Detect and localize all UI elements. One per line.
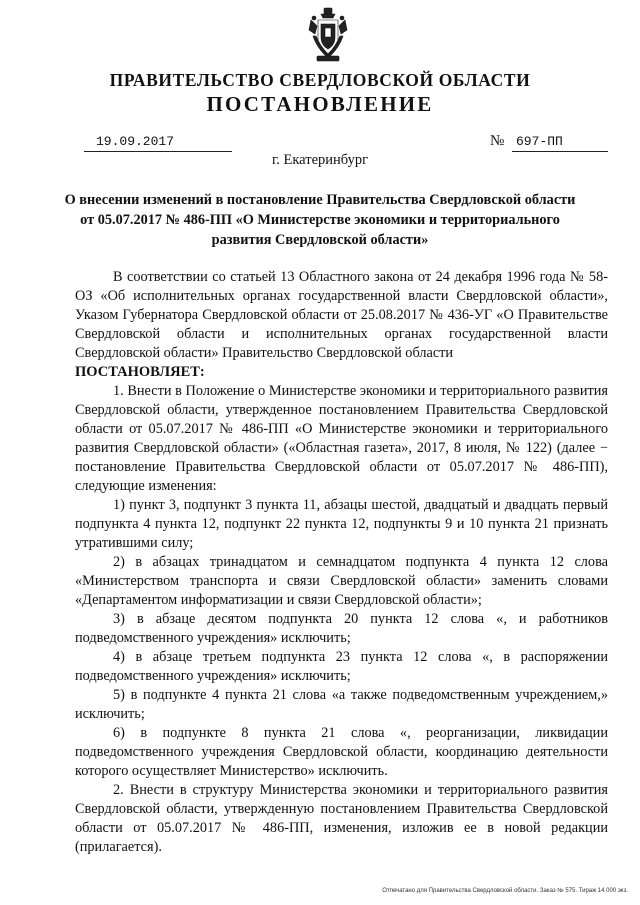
subparagraph-3: 3) в абзаце десятом подпункта 20 пункта 12 слова «, и работников подведомственного учреждения» исключить;: [75, 611, 608, 646]
document-type-title: ПОСТАНОВЛЕНИЕ: [206, 92, 434, 116]
city: г. Екатеринбург: [271, 152, 369, 168]
coat-of-arms-icon: [303, 6, 353, 66]
number-sign: №: [490, 133, 505, 149]
print-footer: Отпечатано для Правительства Свердловской области. Заказ № 575. Тираж 14 000 экз.: [382, 888, 628, 894]
subparagraph-6: 6) в подпункте 8 пункта 21 слова «, реорганизации, ликвидации подведомственного учреждения Свердловской области, координацию деятельности которого осуществляет Министерство» исключить.: [75, 725, 608, 779]
decree-number: 697-ПП: [516, 134, 563, 149]
decree-subject: О внесении изменений в постановление Правительства Свердловской области от 05.07.2017 № 486-ПП «О Министерстве экономики и территориального развития Свердловской области»: [64, 192, 576, 248]
paragraph-2: 2. Внести в структуру Министерства экономики и территориального развития Свердловской области, утвержденную постановлением Правительства Свердловской области от 05.07.2017 № 486-ПП, изменения, изложив ее в новой редакции (прилагается).: [75, 782, 608, 855]
resolves-heading: ПОСТАНОВЛЯЕТ:: [75, 364, 205, 380]
subparagraph-1: 1) пункт 3, подпункт 3 пункта 11, абзацы шестой, двадцатый и двадцать первый подпункта 4 пункта 12, подпункт 22 пункта 12, подпункты 9 и 10 пункта 21 признать утратившими силу;: [75, 497, 608, 551]
government-title: ПРАВИТЕЛЬСТВО СВЕРДЛОВСКОЙ ОБЛАСТИ: [109, 70, 531, 90]
paragraph-1: 1. Внести в Положение о Министерстве экономики и территориального развития Свердловской области, утвержденное постановлением Правительства Свердловской области от 05.07.2017 № 486-ПП «О Министерстве экономики и территориального развития Свердловской области» («Областная газета», 2017, 8 июля, № 122) (далее − постановление Правительства Свердловской области от 05.07.2017 № 486-ПП), следующие изменения:: [75, 383, 608, 494]
decree-body: [75, 268, 608, 857]
preamble-paragraph: В соответствии со статьей 13 Областного закона от 24 декабря 1996 года № 58-ОЗ «Об исполнительных органах государственной власти Свердловской области», Указом Губернатора Свердловской области от 25.08.2017 № 436-УГ «О Правительстве Свердловской области и исполнительных органах государственной власти Свердловской области» Правительство Свердловской области: [75, 269, 608, 361]
decree-date: 19.09.2017: [96, 134, 175, 149]
subparagraph-5: 5) в подпункте 4 пункта 21 слова «а также подведомственным учреждением,» исключить;: [75, 687, 608, 722]
subparagraph-4: 4) в абзаце третьем подпункта 23 пункта 12 слова «, в распоряжении подведомственного учреждения» исключить;: [75, 649, 608, 684]
subparagraph-2: 2) в абзацах тринадцатом и семнадцатом подпункта 4 пункта 12 слова «Министерством транспорта и связи Свердловской области» заменить словами «Департаментом информатизации и связи Свердловской области»;: [75, 554, 608, 608]
